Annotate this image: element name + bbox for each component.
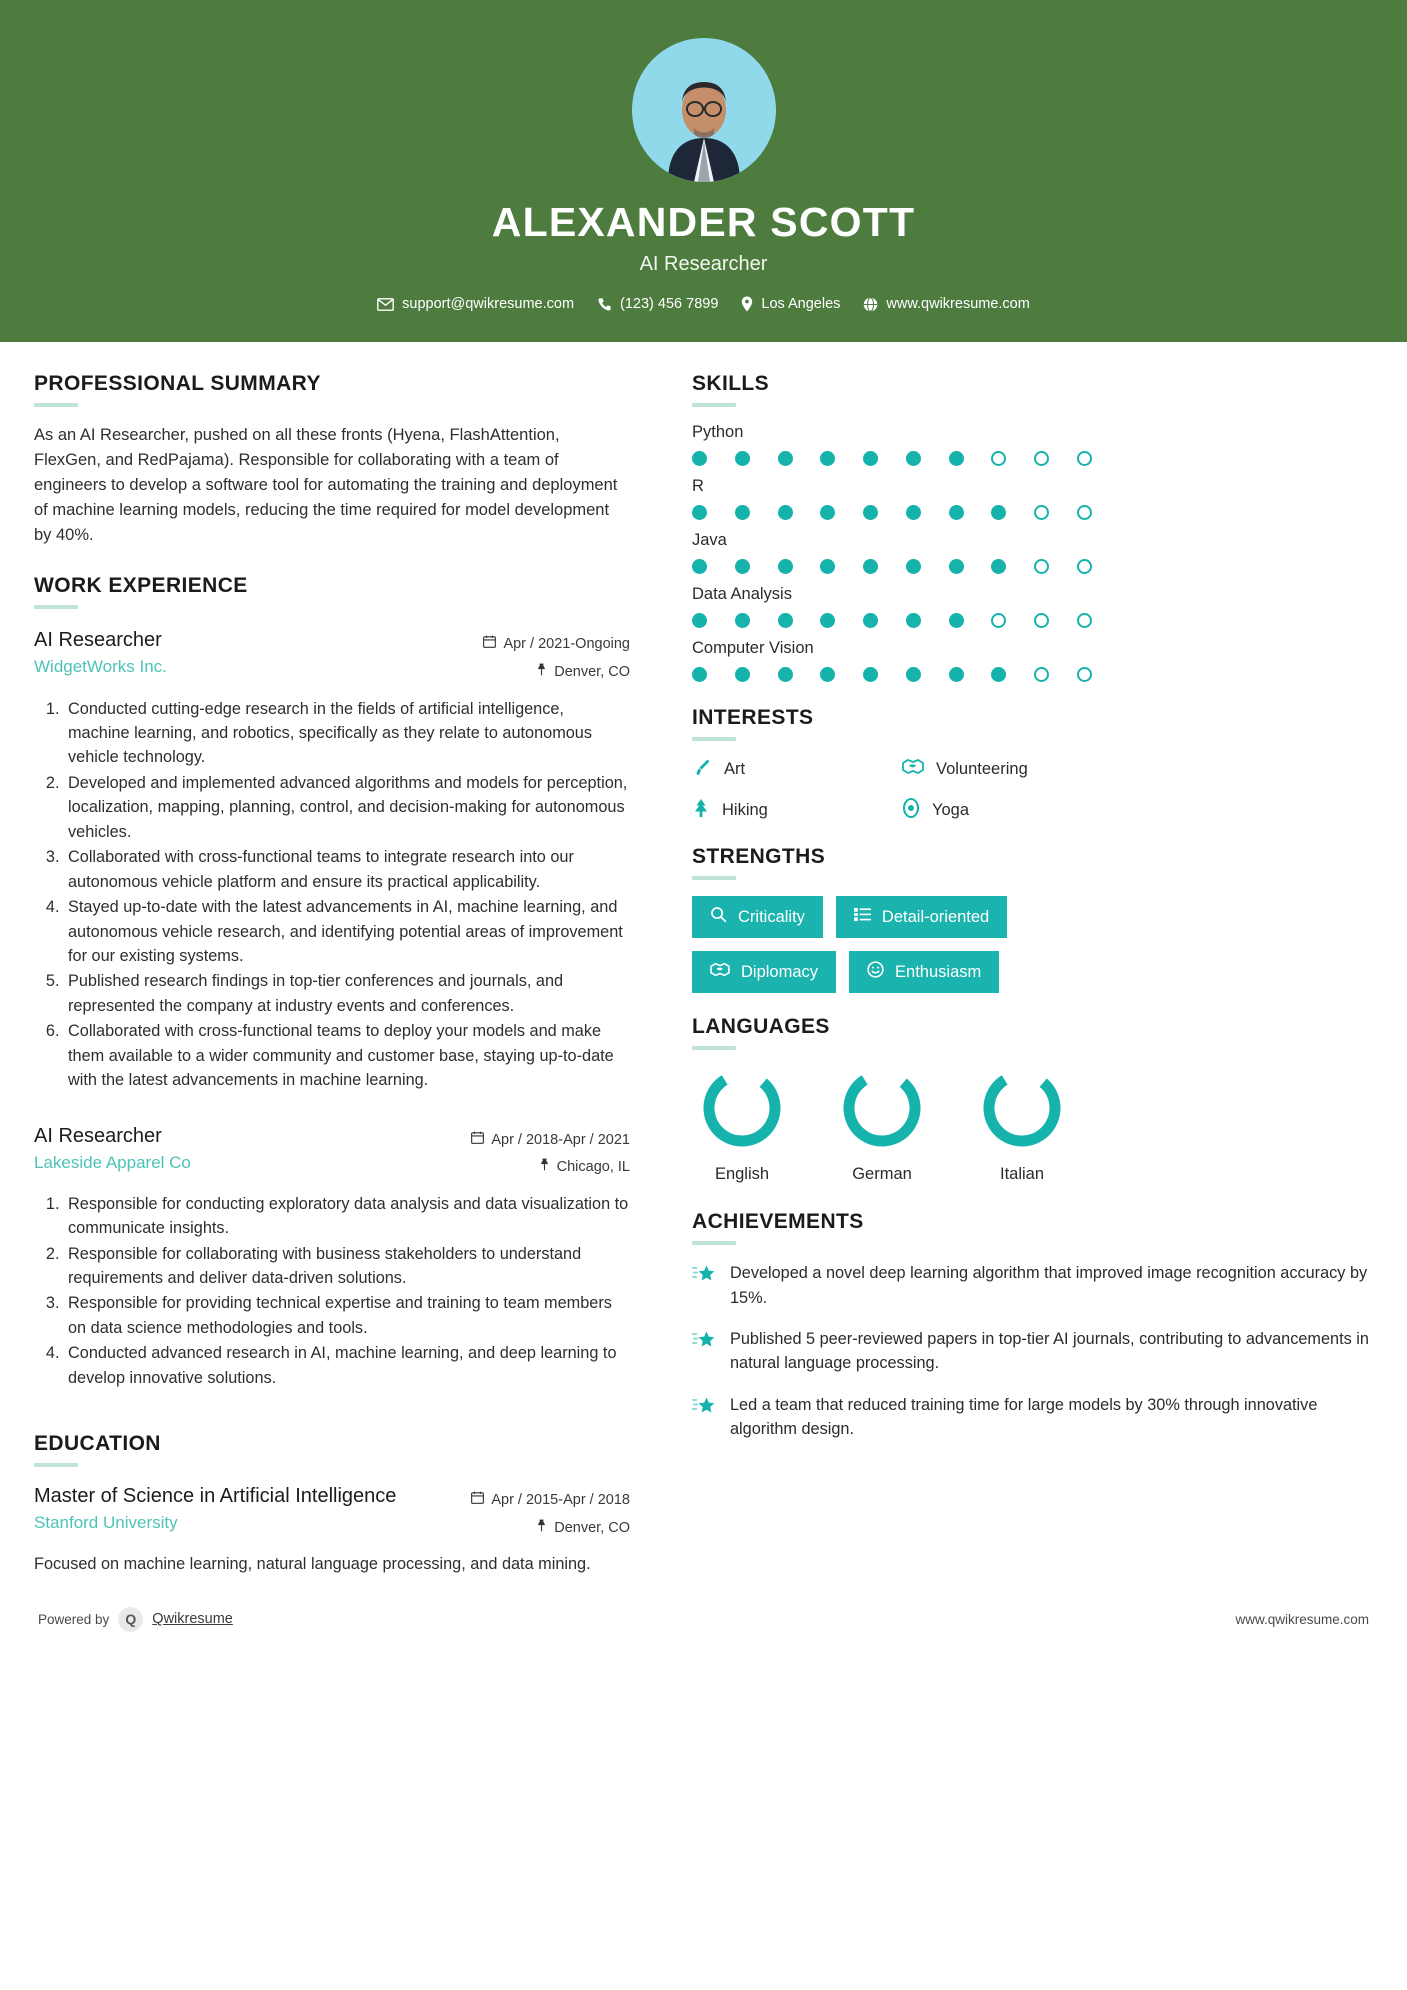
contact-phone[interactable] [589,296,726,312]
section-experience [34,574,630,1390]
skill-dot-empty [1034,505,1049,520]
right-column [654,372,1373,1459]
skill-rating [692,451,1092,466]
interests-grid [692,757,1373,823]
achievement-text: Published 5 peer-reviewed papers in top-tier AI journals, contributing to advancements in natural language processing. [730,1329,1369,1373]
contact-email-text: support@qwikresume.com [402,296,575,313]
strength-label: Detail-oriented [881,907,990,926]
skill-dot-filled [949,505,964,520]
skill-rating [692,559,1092,574]
pin-icon [539,1154,550,1182]
smiley-icon [867,961,884,983]
skill-dot-filled [949,613,964,628]
skill-dot-filled [778,613,793,628]
strength-chip-detail-oriented[interactable] [836,896,1007,938]
language-name: Italian [999,1165,1045,1184]
contact-email[interactable] [369,296,582,312]
achievements-heading: ACHIEVEMENTS [692,1210,864,1234]
skill-dot-filled [692,451,707,466]
skills-list [692,423,1373,682]
skill-row [692,531,1373,574]
star-icon [692,1261,716,1291]
skill-dot-filled [991,505,1006,520]
skill-dot-filled [863,667,878,682]
experience-item [34,627,630,1092]
strength-label: Criticality [738,907,805,926]
skill-dot-filled [692,613,707,628]
skill-dot-empty [1034,667,1049,682]
skill-dot-filled [863,613,878,628]
languages-heading: LANGUAGES [692,1015,830,1039]
education-location: Denver, CO [554,1519,630,1536]
summary-heading: PROFESSIONAL SUMMARY [34,372,321,396]
contact-row [0,296,1407,312]
strengths-list [692,896,1112,993]
experience-org: Lakeside Apparel Co [34,1152,191,1172]
paintbrush-icon [692,757,712,782]
qwikresume-brand-link[interactable]: Qwikresume [152,1611,233,1628]
experience-dates-line [460,1127,630,1155]
bullet-item: 4. Conducted advanced research in AI, machine learning, and deep learning to develop innovative solutions. [64,1341,630,1390]
calendar-icon [483,631,496,659]
interest-item [902,798,1373,823]
summary-text: As an AI Researcher, pushed on all these fronts (Hyena, FlashAttention, FlexGen, and RedPajama). Responsible for collaborating with a team of engineers to develop a software tool for automating the training and deployment of machine learning models, reducing the time required for model development by 40%. [34,426,618,545]
powered-by-label: Powered by [38,1611,110,1627]
powered-by-block [38,1607,233,1632]
skill-row [692,639,1373,682]
skill-dot-filled [906,505,921,520]
experience-bullets [34,697,630,1093]
handshake-icon [902,757,924,782]
skill-dot-filled [735,667,750,682]
section-rule [692,1241,736,1245]
interests-heading: INTERESTS [692,706,814,730]
education-location-line [460,1515,630,1543]
skill-dot-filled [863,559,878,574]
resume-footer [0,1591,1407,1650]
section-rule [34,1463,78,1467]
achievement-item [692,1261,1373,1310]
calendar-icon [471,1127,484,1155]
section-strengths [692,845,1373,993]
experience-meta [460,627,630,686]
section-rule [34,605,78,609]
skill-name: Data Analysis [692,585,792,604]
bullet-item: 4. Stayed up-to-date with the latest advancements in AI, machine learning, and autonomous vehicle research, and identifying potential areas of improvement for our existing systems. [64,895,630,968]
globe-icon [863,297,878,312]
yoga-icon [902,798,920,823]
skill-dot-filled [906,613,921,628]
skill-dot-filled [735,613,750,628]
calendar-icon [471,1487,484,1515]
bullet-item: 1. Conducted cutting-edge research in the fields of artificial intelligence, machine learning, and robotics, specifically as they relate to autonomous vehicle technology. [64,697,630,770]
experience-role: AI Researcher [34,1124,162,1147]
handshake-icon [710,961,730,983]
skill-dot-empty [1034,559,1049,574]
achievement-item [692,1393,1373,1442]
bullet-item: 3. Collaborated with cross-functional teams to integrate research into our autonomous vehicle platform and ensure its practical applicability. [64,845,630,894]
contact-website[interactable] [855,296,1037,312]
envelope-icon [377,298,394,311]
map-pin-icon [741,296,753,312]
strength-label: Enthusiasm [895,962,982,981]
skill-dot-empty [1077,613,1092,628]
education-heading: EDUCATION [34,1432,161,1456]
experience-heading: WORK EXPERIENCE [34,574,248,598]
qwikresume-logo-icon: Q [118,1607,143,1632]
star-icon [692,1393,716,1423]
skill-dot-filled [949,451,964,466]
job-title: AI Researcher [639,253,768,276]
star-icon [692,1327,716,1357]
contact-location-text: Los Angeles [761,296,841,313]
achievement-text: Led a team that reduced training time for large models by 30% through innovative algorithm design. [730,1395,1318,1439]
tree-icon [692,798,710,823]
section-achievements [692,1210,1373,1442]
page-title: ALEXANDER SCOTT [491,199,916,245]
skill-dot-filled [949,667,964,682]
skill-dot-filled [735,505,750,520]
skill-name: Java [692,531,727,550]
bullet-item: 2. Developed and implemented advanced algorithms and models for perception, localization, mapping, planning, control, and decision-making for autonomous vehicles. [64,771,630,844]
skill-dot-empty [1034,451,1049,466]
language-name: English [714,1165,770,1184]
strength-chip-diplomacy[interactable] [692,951,836,993]
skill-dot-filled [778,451,793,466]
section-summary [34,372,630,548]
pin-icon [536,1515,547,1543]
skill-row [692,585,1373,628]
skill-name: Python [692,423,744,442]
skill-dot-filled [820,667,835,682]
strengths-heading: STRENGTHS [692,845,826,869]
education-degree: Master of Science in Artificial Intelligence [34,1485,397,1508]
skill-dot-filled [692,559,707,574]
section-education [34,1432,630,1577]
search-icon [710,906,727,928]
achievement-text: Developed a novel deep learning algorithm that improved image recognition accuracy by 15%. [730,1264,1368,1307]
interest-label: Yoga [932,801,970,820]
footer-url: www.qwikresume.com [1235,1611,1369,1627]
language-item [838,1066,926,1184]
education-item [34,1483,630,1577]
education-school: Stanford University [34,1513,178,1533]
interest-item [902,757,1373,782]
skill-rating [692,505,1092,520]
skill-dot-filled [991,667,1006,682]
bullet-item: 2. Responsible for collaborating with business stakeholders to understand requirements and deliver data-driven solutions. [64,1242,630,1291]
language-item [698,1066,786,1184]
section-languages [692,1015,1373,1184]
skill-dot-empty [991,451,1006,466]
language-progress-ring [840,1066,924,1150]
education-meta [460,1483,630,1542]
skill-dot-filled [735,559,750,574]
skill-dot-filled [820,559,835,574]
section-rule [692,876,736,880]
strength-chip-enthusiasm[interactable] [849,951,999,993]
language-progress-ring [700,1066,784,1150]
interest-label: Volunteering [936,760,1028,779]
bullet-item: 3. Responsible for providing technical expertise and training to team members on data science methodologies and tools. [64,1291,630,1340]
strength-chip-criticality[interactable] [692,896,823,938]
education-description: Focused on machine learning, natural language processing, and data mining. [34,1555,591,1574]
skill-dot-empty [1034,613,1049,628]
interest-label: Art [724,760,746,779]
section-rule [692,403,736,407]
interest-item [692,798,902,823]
skill-dot-filled [906,667,921,682]
bullet-item: 6. Collaborated with cross-functional teams to deploy your models and make them available to a wider community and customer base, staying up-to-date with the latest advancements in machine learning. [64,1019,630,1092]
experience-dates: Apr / 2021-Ongoing [503,636,630,653]
education-dates: Apr / 2015-Apr / 2018 [491,1492,630,1509]
skill-rating [692,667,1092,682]
skill-dot-filled [692,667,707,682]
bullet-item: 1. Responsible for conducting exploratory data analysis and data visualization to communicate insights. [64,1192,630,1241]
skill-row [692,477,1373,520]
languages-list [692,1066,1373,1184]
skill-name: Computer Vision [692,639,814,658]
experience-role: AI Researcher [34,629,162,652]
avatar [632,38,776,182]
experience-location-line [460,1154,630,1182]
interest-item [692,757,902,782]
strength-label: Diplomacy [741,962,819,981]
skill-dot-filled [778,505,793,520]
skill-dot-filled [820,505,835,520]
left-column [34,372,630,1583]
interest-label: Hiking [722,801,768,820]
experience-org: WidgetWorks Inc. [34,657,167,677]
experience-item [34,1123,630,1391]
section-skills [692,372,1373,682]
skill-dot-filled [991,559,1006,574]
skill-dot-filled [863,451,878,466]
skill-dot-filled [906,559,921,574]
contact-phone-text: (123) 456 7899 [620,296,719,313]
skill-dot-empty [991,613,1006,628]
skill-dot-filled [820,451,835,466]
skills-heading: SKILLS [692,372,770,396]
skill-dot-empty [1077,559,1092,574]
contact-location[interactable] [733,296,848,312]
section-rule [692,1046,736,1050]
phone-icon [597,297,612,312]
section-interests [692,706,1373,823]
bullet-item: 5. Published research findings in top-tier conferences and journals, and represented the company at industry events and conferences. [64,969,630,1018]
skill-dot-filled [949,559,964,574]
skill-dot-empty [1077,505,1092,520]
experience-dates-line [460,631,630,659]
pin-icon [536,659,547,687]
section-rule [692,737,736,741]
language-item [978,1066,1066,1184]
skill-name: R [692,477,704,496]
contact-website-text: www.qwikresume.com [886,296,1030,313]
experience-dates: Apr / 2018-Apr / 2021 [491,1131,630,1148]
experience-bullets [34,1192,630,1391]
section-rule [34,403,78,407]
experience-meta [460,1123,630,1182]
skill-rating [692,613,1092,628]
skill-dot-empty [1077,667,1092,682]
skill-dot-filled [692,505,707,520]
skill-dot-filled [863,505,878,520]
avatar-photo [632,38,776,182]
resume-header [0,0,1407,342]
language-name: German [852,1165,912,1184]
language-progress-ring [980,1066,1064,1150]
experience-location-line [460,659,630,687]
skill-dot-filled [778,559,793,574]
achievement-item [692,1327,1373,1376]
experience-location: Denver, CO [554,664,630,681]
skill-row [692,423,1373,466]
skill-dot-filled [778,667,793,682]
skill-dot-filled [735,451,750,466]
experience-location: Chicago, IL [556,1159,630,1176]
education-dates-line [460,1487,630,1515]
list-icon [854,907,871,927]
skill-dot-filled [820,613,835,628]
skill-dot-filled [906,451,921,466]
skill-dot-empty [1077,451,1092,466]
resume-body [0,342,1407,1583]
